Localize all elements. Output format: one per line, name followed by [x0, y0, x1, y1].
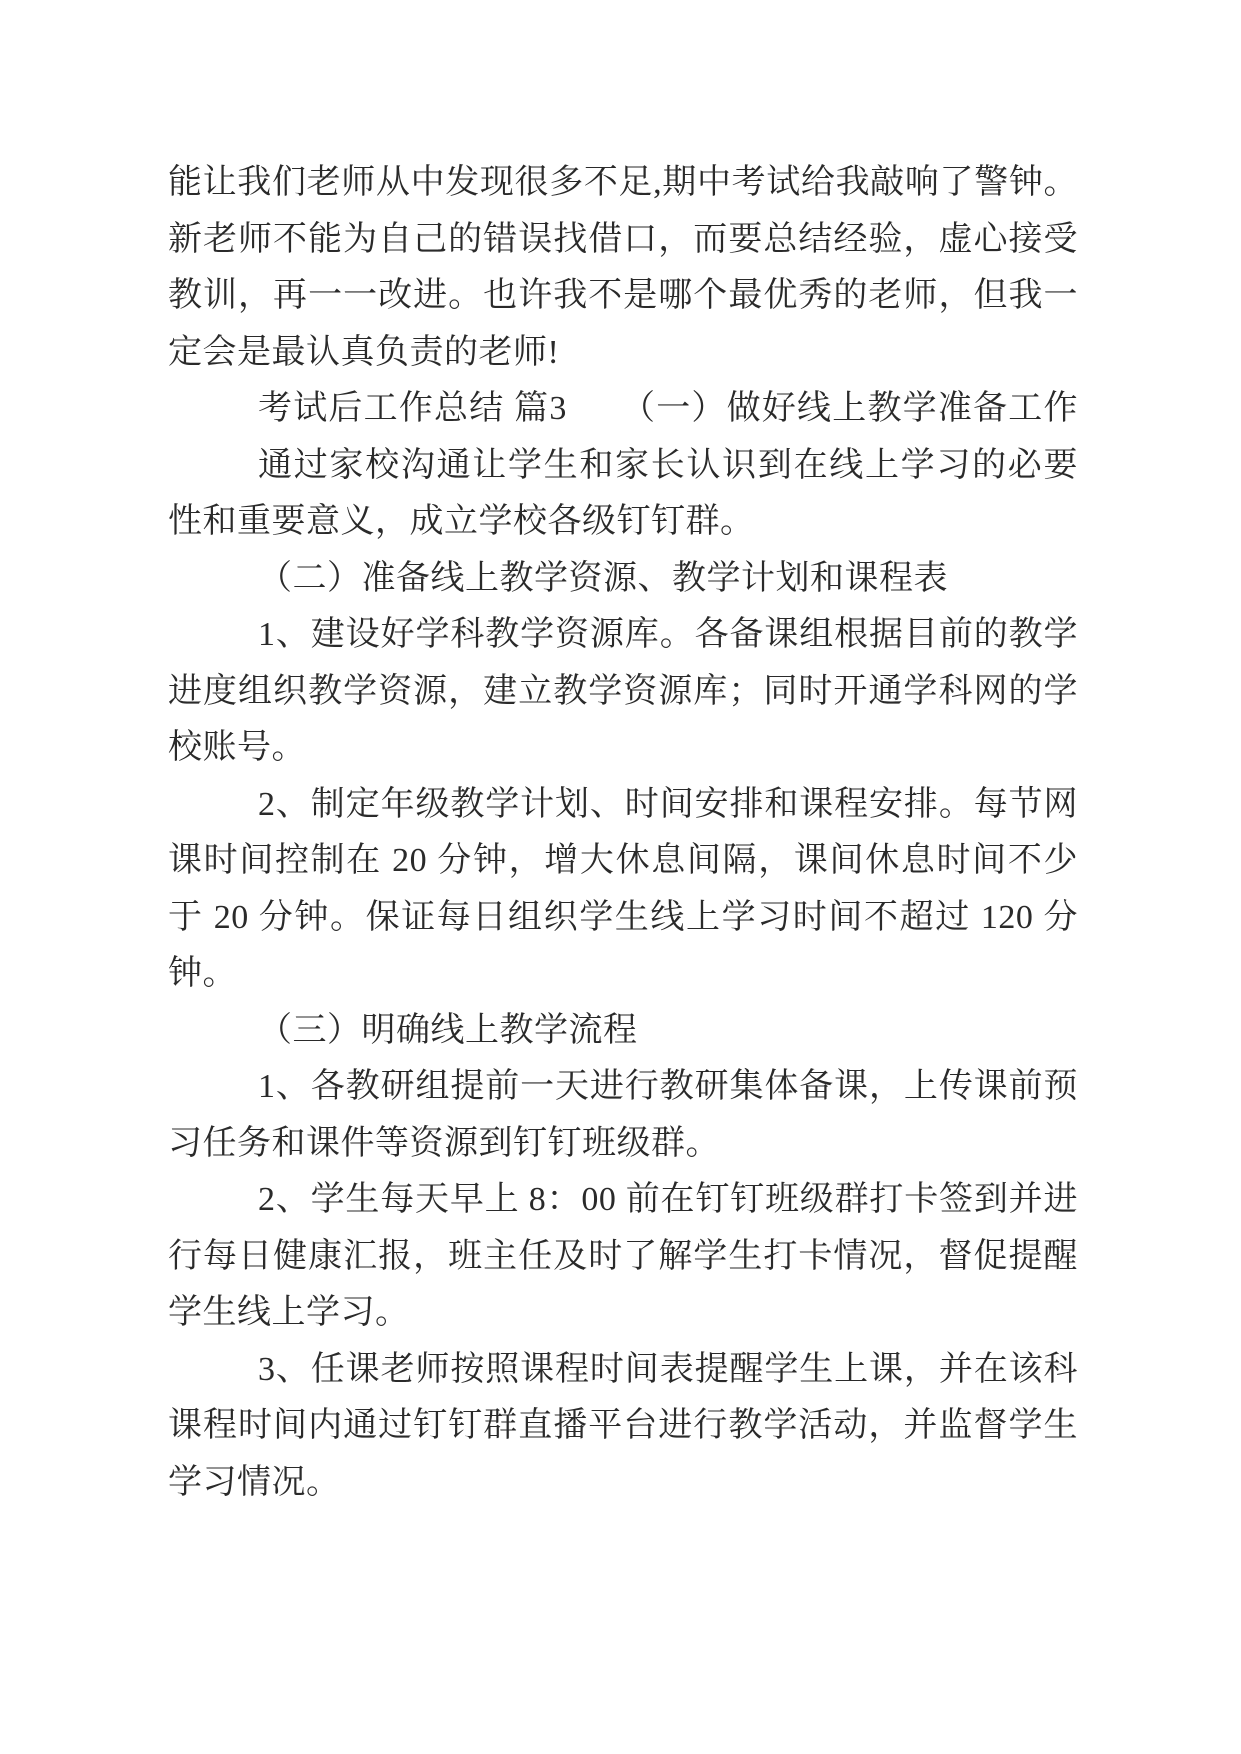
- text-line: 于 20 分钟。保证每日组织学生线上学习时间不超过 120 分: [168, 898, 1078, 936]
- text-line: 新老师不能为自己的错误找借口，而要总结经验，虚心接受: [168, 220, 1078, 258]
- text-line: 钟。: [168, 955, 237, 992]
- text-line: 2、学生每天早上 8：00 前在钉钉班级群打卡签到并进: [258, 1181, 1078, 1218]
- text-line: 通过家校沟通让学生和家长认识到在线上学习的必要: [258, 446, 1078, 484]
- text-line: 考试后工作总结 篇3 （一）做好线上教学准备工作: [258, 390, 1078, 427]
- text-line: 课程时间内通过钉钉群直播平台进行教学活动，并监督学生: [168, 1407, 1078, 1444]
- text-line: （二）准备线上教学资源、教学计划和课程表: [258, 559, 948, 597]
- text-line: 行每日健康汇报，班主任及时了解学生打卡情况，督促提醒: [168, 1237, 1078, 1275]
- text-line: 学习情况。: [168, 1463, 341, 1501]
- text-line: 校账号。: [168, 729, 306, 766]
- text-line: 能让我们老师从中发现很多不足,期中考试给我敲响了警钟。: [168, 164, 1078, 201]
- text-line: 习任务和课件等资源到钉钉班级群。: [168, 1124, 720, 1162]
- text-line: 学生线上学习。: [168, 1294, 410, 1331]
- text-line: 课时间控制在 20 分钟，增大休息间隔，课间休息时间不少: [168, 842, 1078, 879]
- text-line: （三）明确线上教学流程: [258, 1011, 638, 1049]
- document-text: [168, 155, 1078, 1511]
- text-line: 性和重要意义，成立学校各级钉钉群。: [168, 503, 755, 540]
- text-line: 定会是最认真负责的老师!: [168, 333, 560, 371]
- text-line: 1、建设好学科教学资源库。各备课组根据目前的教学: [258, 616, 1078, 653]
- text-line: 2、制定年级教学计划、时间安排和课程安排。每节网: [258, 785, 1078, 823]
- text-line: 教训，再一一改进。也许我不是哪个最优秀的老师，但我一: [168, 277, 1078, 314]
- text-line: 进度组织教学资源，建立教学资源库；同时开通学科网的学: [168, 672, 1078, 710]
- text-line: 1、各教研组提前一天进行教研集体备课，上传课前预: [258, 1068, 1078, 1105]
- text-line: 3、任课老师按照课程时间表提醒学生上课，并在该科: [258, 1350, 1078, 1388]
